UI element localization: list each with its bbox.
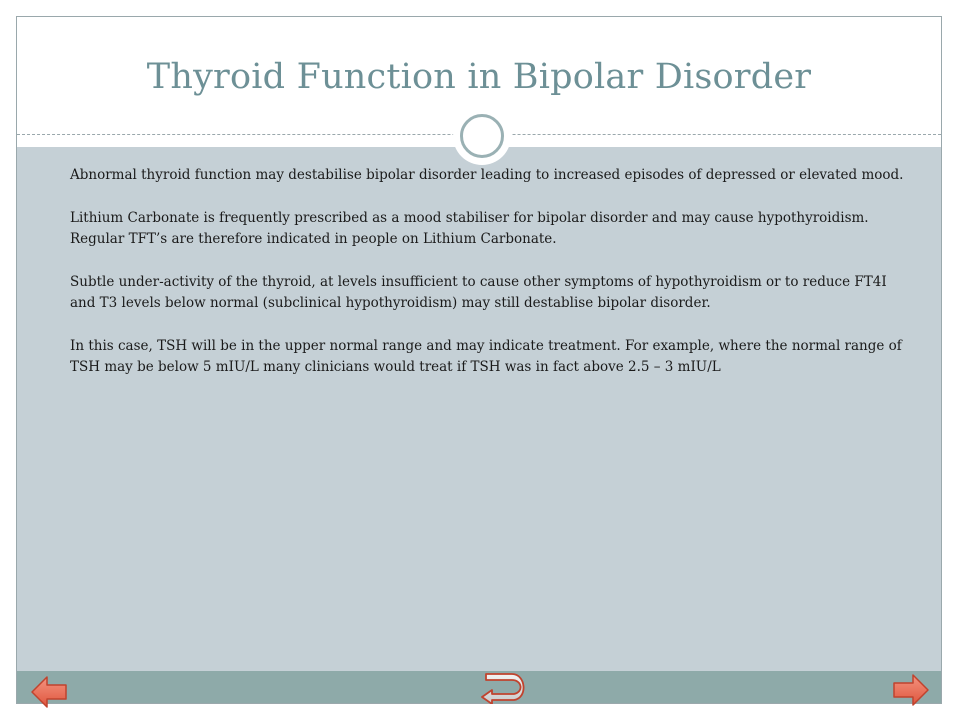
paragraph-3: Subtle under-activity of the thyroid, at levels insufficient to cause other symptoms of hypothyroidism or to reduce FT4I and T3 levels below normal (subclinical hypothyroidism) may still destablise bipolar disorder. xyxy=(70,274,887,311)
circle-ornament-icon xyxy=(460,114,504,158)
return-button[interactable] xyxy=(478,672,526,704)
arrow-left-icon xyxy=(30,675,68,709)
arrow-right-icon xyxy=(892,673,930,707)
previous-slide-button[interactable] xyxy=(30,675,68,709)
body-text xyxy=(70,165,910,400)
next-slide-button[interactable] xyxy=(892,673,930,707)
slide xyxy=(16,16,942,704)
paragraph-4: In this case, TSH will be in the upper normal range and may indicate treatment. For example, where the normal range of TSH may be below 5 mIU/L many clinicians would treat if TSH was in fact above 2.5 – 3 mIU/L xyxy=(70,338,902,375)
paragraph-2: Lithium Carbonate is frequently prescribed as a mood stabiliser for bipolar disorder and may cause hypothyroidism. Regular TFT’s are therefore indicated in people on Lithium Carbonate. xyxy=(70,210,869,247)
return-arrow-icon xyxy=(478,672,526,704)
slide-title: Thyroid Function in Bipolar Disorder xyxy=(146,57,812,97)
paragraph-1: Abnormal thyroid function may destabilise bipolar disorder leading to increased episodes of depressed or elevated mood. xyxy=(70,167,904,183)
